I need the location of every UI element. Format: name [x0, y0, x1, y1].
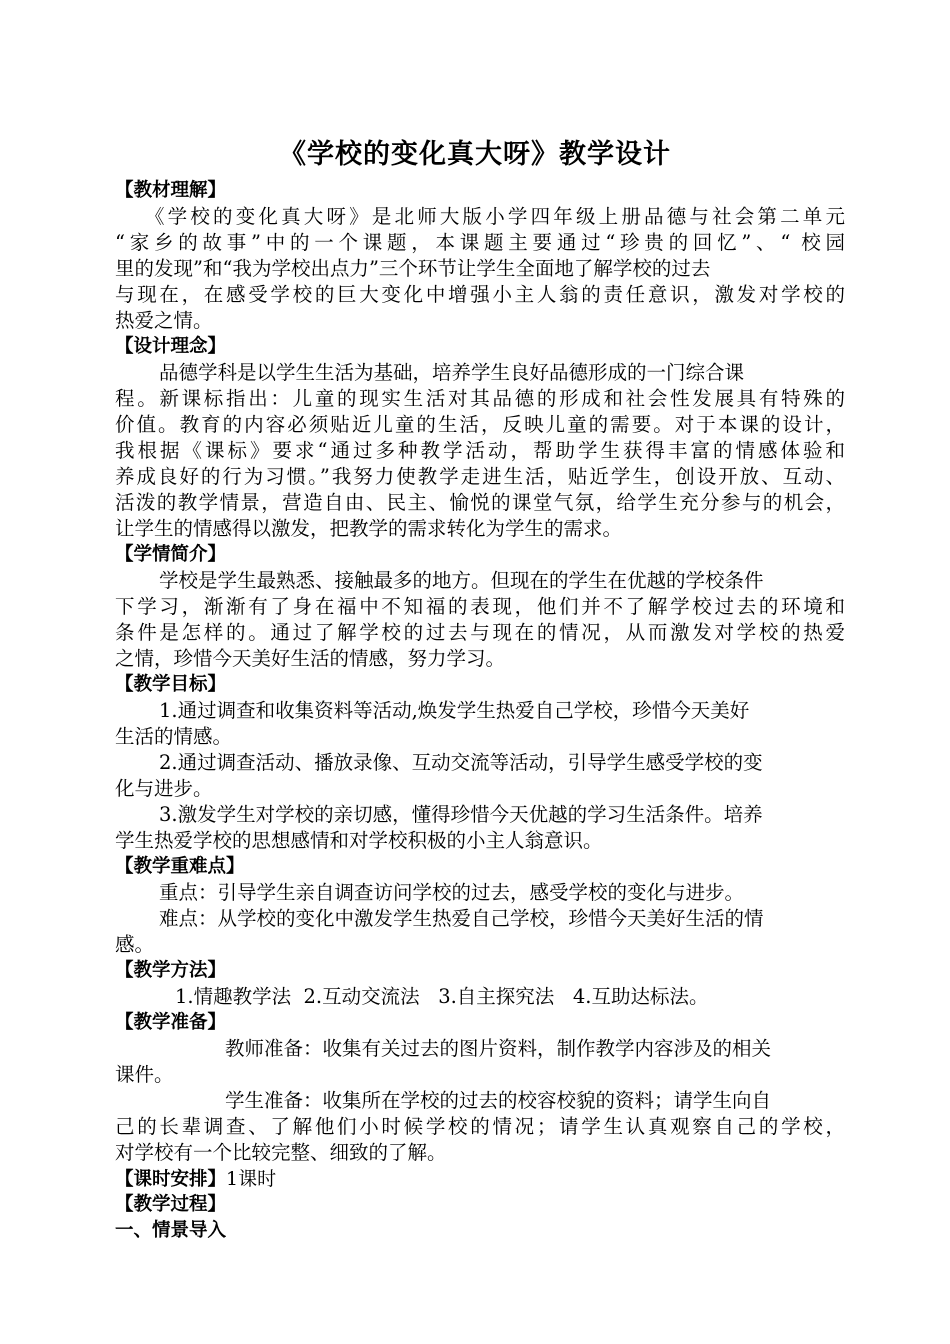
paragraph-line: 价值。教育的内容必须贴近儿童的生活，反映儿童的需要。对于本课的设计，	[115, 413, 845, 436]
paragraph-line: 3.激发学生对学校的亲切感，懂得珍惜今天优越的学习生活条件。培养	[159, 803, 763, 826]
section-heading-students: 【学情简介】	[115, 544, 227, 565]
paragraph-line: 养成良好的行为习惯。”我努力使教学走进生活，贴近学生，创设开放、互动、	[115, 465, 845, 488]
paragraph-line: 化与进步。	[115, 777, 213, 800]
page-title: 《学校的变化真大呀》教学设计	[279, 139, 671, 170]
paragraph-line: 之情，珍惜今天美好生活的情感，努力学习。	[115, 647, 506, 670]
paragraph-line: “家乡的故事”中的一个课题，本课题主要通过“珍贵的回忆”、“ 校园	[115, 231, 845, 254]
paragraph-line: 品德学科是以学生生活为基础，培养学生良好品德形成的一门综合课	[159, 361, 745, 384]
paragraph-line: 己的长辈调查、了解他们小时候学校的情况；请学生认真观察自己的学校，	[115, 1115, 845, 1138]
section-heading-preparation: 【教学准备】	[115, 1012, 227, 1033]
section-heading-concept: 【设计理念】	[115, 336, 227, 357]
section-heading-methods: 【教学方法】	[115, 960, 227, 981]
paragraph-line: 感。	[115, 933, 155, 956]
paragraph-line: 程。新课标指出：儿童的现实生活对其品德的形成和社会性发展具有特殊的	[115, 387, 845, 410]
paragraph-line: 让学生的情感得以激发，把教学的需求转化为学生的需求。	[115, 517, 623, 540]
paragraph-line: 2.通过调查活动、播放录像、互动交流等活动，引导学生感受学校的变	[159, 751, 763, 774]
paragraph-line: 学生准备：收集所在学校的过去的校容校貌的资料；请学生向自	[225, 1089, 772, 1112]
paragraph-line: 条件是怎样的。通过了解学校的过去与现在的情况，从而激发对学校的热爱	[115, 621, 845, 644]
section-heading-textbook: 【教材理解】	[115, 180, 227, 201]
paragraph-line: 《学校的变化真大呀》是北师大版小学四年级上册品德与社会第二单元	[145, 205, 845, 228]
document-body	[115, 178, 845, 1244]
section-heading-goals: 【教学目标】	[115, 674, 227, 695]
schedule-value: 1课时	[226, 1168, 277, 1190]
paragraph-line: 里的发现”和“我为学校出点力”三个环节让学生全面地了解学校的过去	[115, 257, 711, 280]
paragraph-line: 热爱之情。	[115, 309, 213, 332]
paragraph-line: 课件。	[115, 1063, 174, 1086]
paragraph-line: 学生热爱学校的思想感情和对学校积极的小主人翁意识。	[115, 829, 603, 852]
section-heading-keypoints: 【教学重难点】	[115, 856, 245, 877]
paragraph-line: 生活的情感。	[115, 725, 233, 748]
paragraph-line: 难点：从学校的变化中激发学生热爱自己学校，珍惜今天美好生活的情	[159, 907, 764, 930]
paragraph-line: 下学习，渐渐有了身在福中不知福的表现，他们并不了解学校过去的环境和	[115, 595, 845, 618]
paragraph-line: 与现在，在感受学校的巨大变化中增强小主人翁的责任意识，激发对学校的	[115, 283, 845, 306]
paragraph-line: 对学校有一个比较完整、细致的了解。	[115, 1141, 447, 1164]
paragraph-line: 1.通过调查和收集资料等活动,焕发学生热爱自己学校，珍惜今天美好	[159, 699, 750, 722]
paragraph-line: 1.情趣教学法 2.互动交流法 3.自主探究法 4.互助达标法。	[175, 985, 709, 1008]
section-heading-process: 【教学过程】	[115, 1194, 227, 1215]
process-step-heading: 一、情景导入	[115, 1220, 227, 1241]
paragraph-line: 教师准备：收集有关过去的图片资料，制作教学内容涉及的相关	[225, 1037, 772, 1060]
section-schedule	[115, 1166, 845, 1192]
paragraph-line: 重点：引导学生亲自调查访问学校的过去，感受学校的变化与进步。	[159, 881, 745, 904]
paragraph-line: 活泼的教学情景，营造自由、民主、愉悦的课堂气氛，给学生充分参与的机会，	[115, 491, 845, 514]
paragraph-line: 我根据《课标》要求“通过多种教学活动，帮助学生获得丰富的情感体验和	[115, 439, 845, 462]
section-heading-schedule: 【课时安排】	[115, 1169, 227, 1190]
paragraph-line: 学校是学生最熟悉、接触最多的地方。但现在的学生在优越的学校条件	[159, 569, 764, 592]
